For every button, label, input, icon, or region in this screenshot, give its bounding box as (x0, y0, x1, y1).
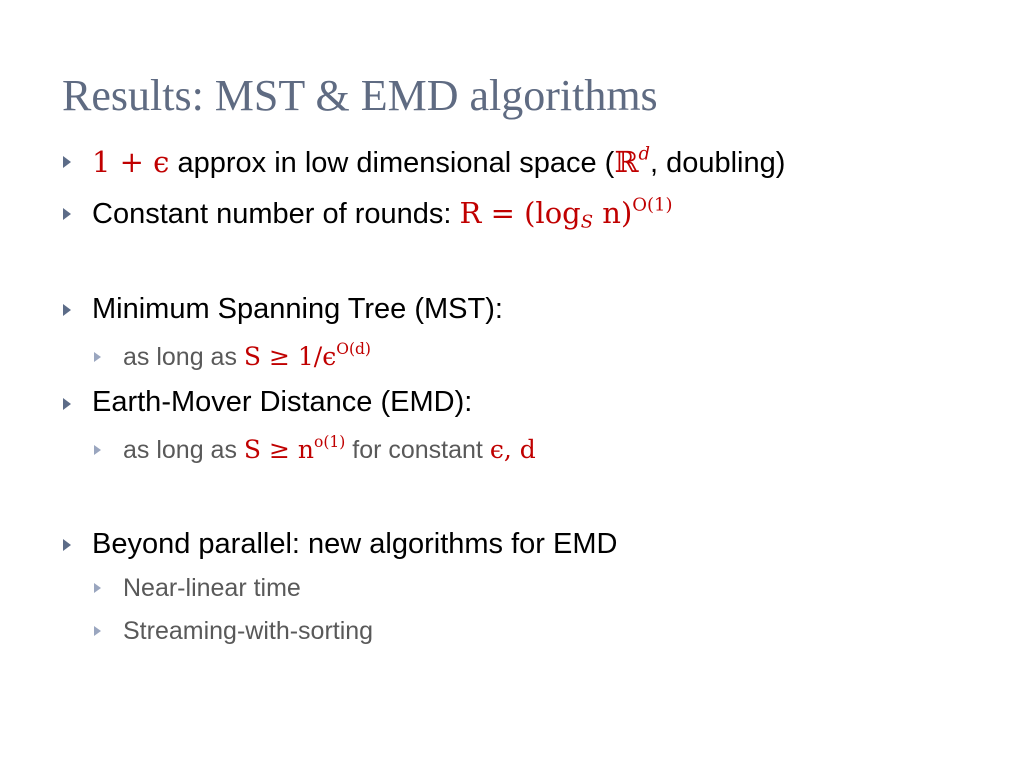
bullet-arrow-icon (63, 304, 71, 316)
item-mst-cond: as long as $S \ge 1/\epsilon^{O(d)}$ (123, 340, 371, 371)
item-approx-text: approx in low dimensional space ( (177, 147, 615, 179)
item-rounds-text: Constant number of rounds: (92, 198, 460, 230)
item-emd-cond: as long as $S \ge n^{o(1)}$ for constant ϵ, d (123, 433, 536, 464)
item-emd: Earth-Mover Distance (EMD): (92, 386, 473, 418)
bullet-arrow-icon (63, 208, 71, 220)
sub-bullet-arrow-icon (94, 626, 101, 636)
item-mst: Minimum Spanning Tree (MST): (92, 293, 503, 325)
math-real-d: ℝ$^d$ (614, 143, 650, 179)
slide-title: Results: MST & EMD algorithms (62, 71, 658, 120)
item-near-linear: Near-linear time (123, 574, 301, 602)
item-streaming: Streaming-with-sorting (123, 617, 374, 645)
sub-bullet-arrow-icon (94, 583, 101, 593)
item-approx-post: , doubling) (649, 147, 786, 179)
item-approx (92, 145, 785, 180)
math-one-plus-eps: 1 + ϵ (92, 145, 170, 179)
sub-bullet-arrow-icon (94, 352, 101, 362)
math-mst-cond: $S \ge 1/\epsilon^{O(d)}$ (243, 340, 371, 371)
math-emd-cond: $S \ge n^{o(1)}$ (243, 433, 346, 464)
math-rounds: $R = (\log_S$ n)$^{O(1)}$ (459, 194, 673, 233)
item-rounds (92, 196, 672, 231)
item-beyond: Beyond parallel: new algorithms for EMD (92, 528, 618, 560)
bullet-arrow-icon (63, 398, 71, 410)
bullet-arrow-icon (63, 539, 71, 551)
sub-bullet-arrow-icon (94, 445, 101, 455)
bullet-arrow-icon (63, 156, 71, 168)
math-eps-d: ϵ, d (489, 435, 536, 464)
